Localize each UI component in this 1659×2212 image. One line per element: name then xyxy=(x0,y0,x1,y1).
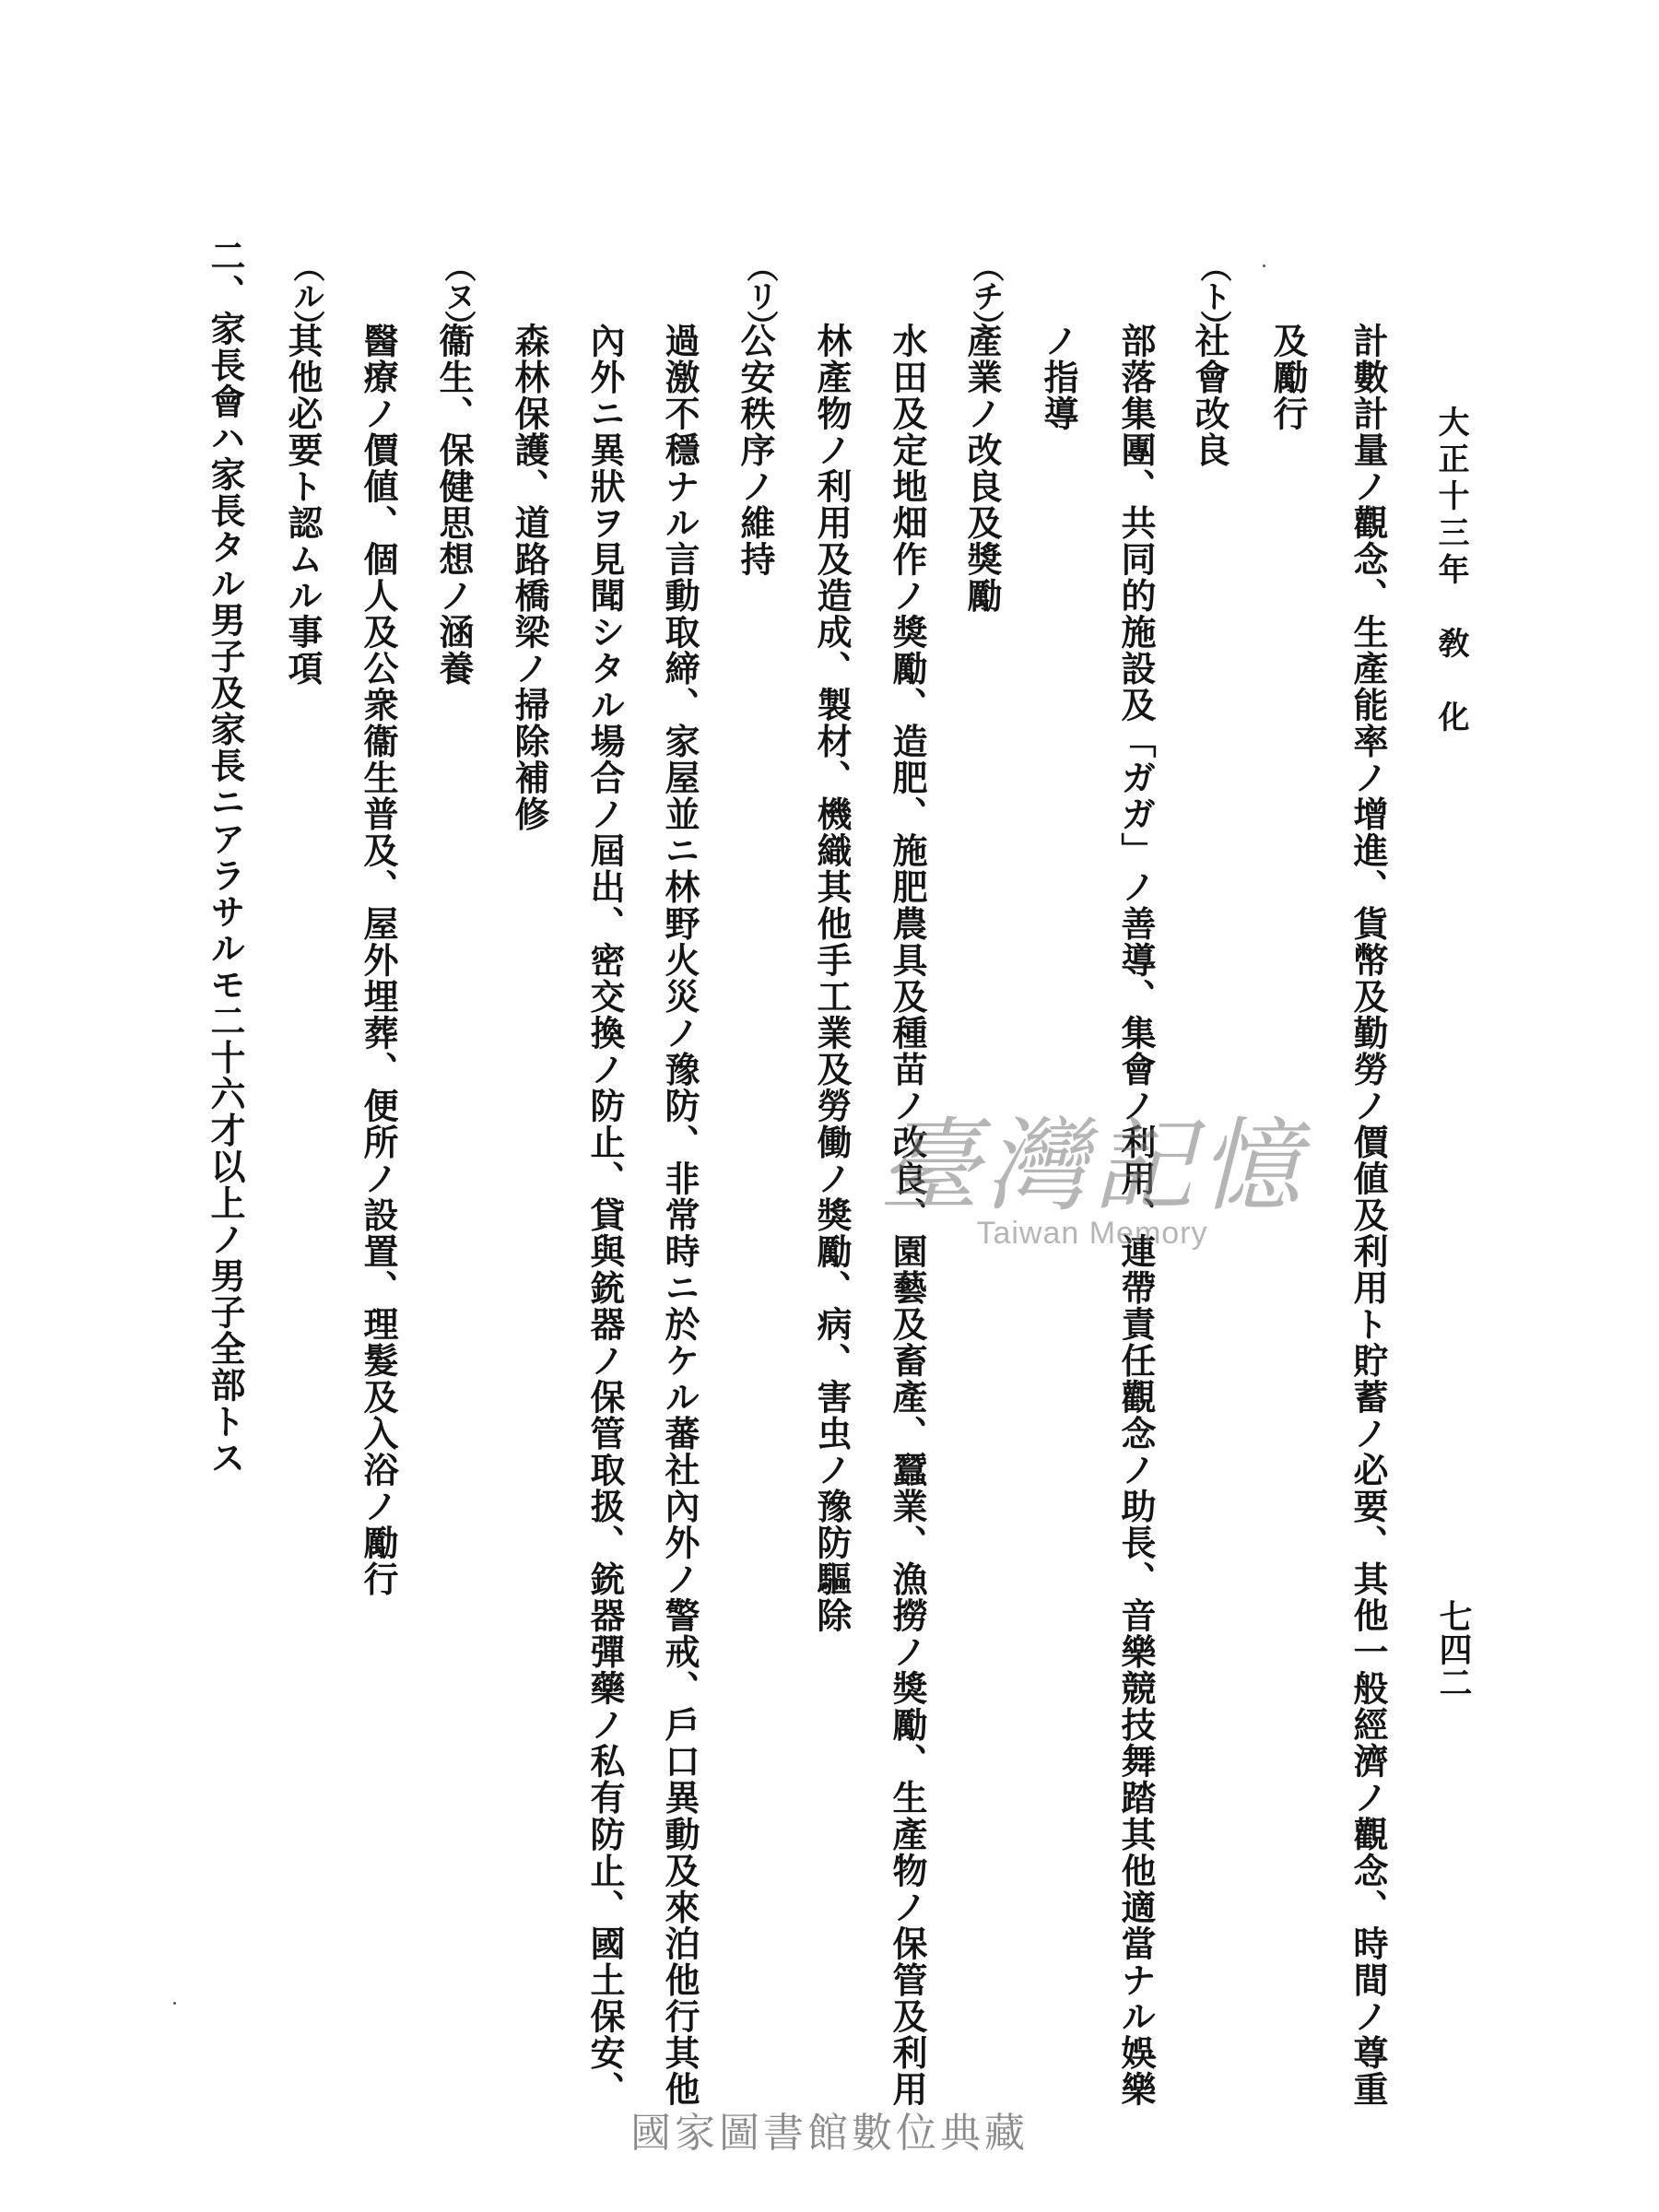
text-column-9: 公安秩序ノ維持 xyxy=(735,323,776,578)
text-column-15: 其他必要ト認ムル事項 xyxy=(282,323,324,688)
stray-mark xyxy=(1263,265,1265,267)
marker-chi: （チ） xyxy=(967,251,1004,340)
marker-ri: （リ） xyxy=(741,251,778,340)
text-column-5: ノ指導 xyxy=(1038,323,1079,432)
footer-source: 國家圖書館數位典藏 xyxy=(630,2110,1029,2157)
text-column-12: 森林保護、道路橋梁ノ掃除補修 xyxy=(509,323,550,833)
watermark xyxy=(871,1107,1313,1252)
watermark-title: 臺灣記憶 xyxy=(878,1107,1306,1225)
text-column-14: 醫療ノ價値、個人及公衆衞生普及、屋外埋葬、便所ノ設置、理髮及入浴ノ勵行 xyxy=(358,323,399,1598)
marker-ru: （ル） xyxy=(288,251,324,340)
text-column-10: 過激不穩ナル言動取締、家屋並ニ林野火災ノ豫防、非常時ニ於ケル蕃社內外ノ警戒、戶口異動及來泊他行其他 xyxy=(659,323,700,2108)
text-column-8: 林產物ノ利用及造成、製材、機織其他手工業及勞働ノ獎勵、病、害虫ノ豫防驅除 xyxy=(811,323,853,1634)
text-column-2: 及勵行 xyxy=(1267,323,1309,432)
marker-to: （ト） xyxy=(1194,251,1231,340)
marker-nu: （ヌ） xyxy=(439,251,476,340)
running-header: 大正十三年 敎 化 xyxy=(1432,406,1469,737)
text-column-1: 計數計量ノ觀念、生產能率ノ增進、貨幣及勤勞ノ價値及利用ト貯蓄ノ必要、其他一般經濟ノ觀念、時間ノ尊重 xyxy=(1347,323,1389,2108)
text-column-13: 衞生、保健思想ノ涵養 xyxy=(433,323,475,688)
text-column-6: 產業ノ改良及獎勵 xyxy=(961,323,1003,615)
text-column-4: 部落集團、共同的施設及「ガガ」ノ善導、集會ノ利用、連帶責任觀念ノ助長、音樂競技舞踏其他適當ナル娛樂 xyxy=(1115,323,1157,2108)
watermark-subtitle: Taiwan Memory xyxy=(976,1216,1208,1251)
text-column-7: 水田及定地畑作ノ獎勵、造肥、施肥農具及種苗ノ改良、園藝及畜產、蠶業、漁撈ノ獎勵、生產物ノ保管及利用 xyxy=(887,323,928,2108)
text-column-3: 社會改良 xyxy=(1189,323,1230,469)
page-number: 七四二 xyxy=(1434,1599,1473,1699)
text-column-11: 內外ニ異狀ヲ見聞シタル場合ノ屆出、密交換ノ防止、貸與銃器ノ保管取扱、銃器彈藥ノ私有防止、國土保安、 xyxy=(584,323,626,2108)
text-column-16: 二、家長會ハ家長タル男子及家長ニアラサルモ二十六才以上ノ男子全部トス xyxy=(205,238,246,1477)
stray-mark xyxy=(173,2002,176,2005)
